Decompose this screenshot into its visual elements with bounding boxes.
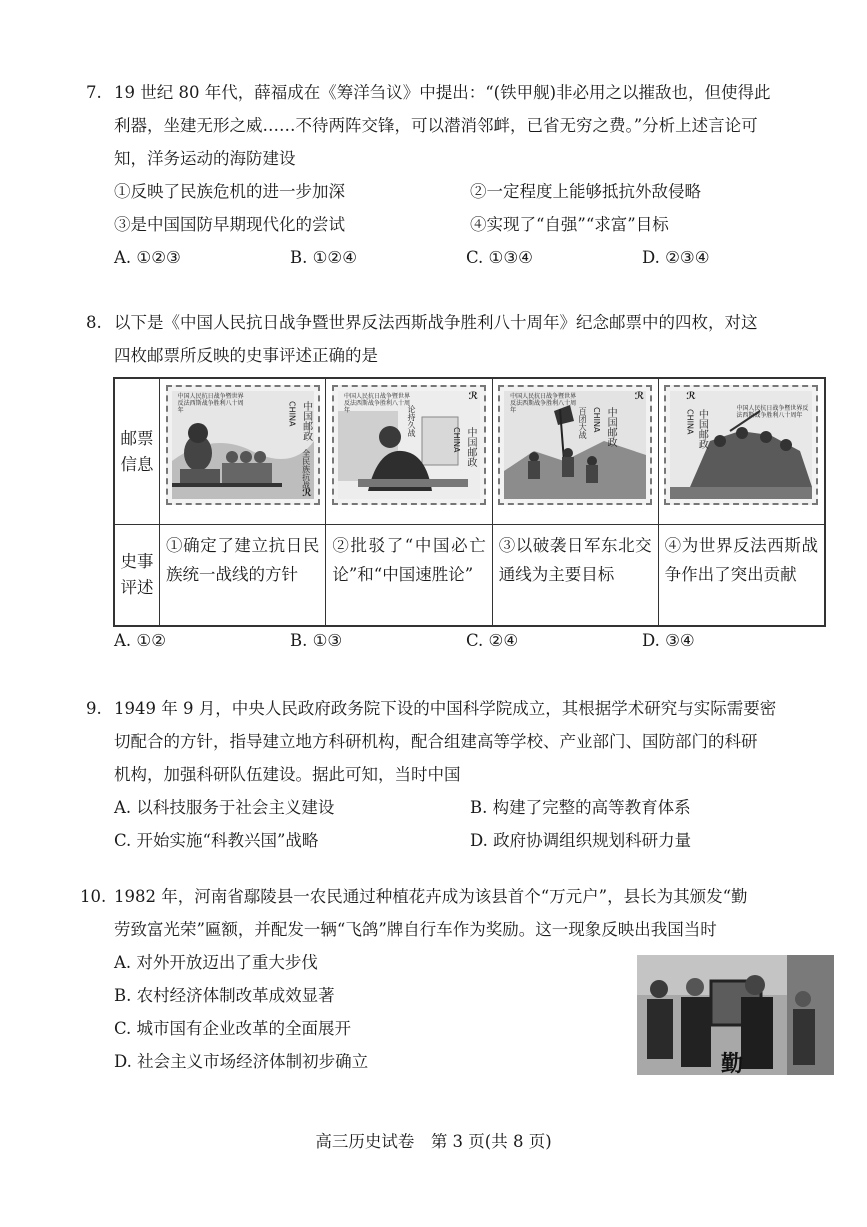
option-b[interactable]: B. 构建了完整的高等教育体系 [470, 798, 691, 817]
option-a[interactable]: A. 以科技服务于社会主义建设 [114, 798, 335, 817]
comment-2: ②批驳了“中国必亡论”和“中国速胜论” [326, 525, 492, 627]
stamp-logo: ℛ [468, 391, 479, 402]
stamp-title: 百团大战 [578, 407, 588, 439]
option-b[interactable]: B. ①③ [290, 631, 343, 650]
page-footer: 高三历史试卷 第 3 页(共 8 页) [315, 1132, 552, 1151]
stamp-cell [326, 378, 492, 525]
stamp-logo: ℛ [302, 488, 312, 499]
question-stem: 19 世纪 80 年代，薛福成在《筹洋刍议》中提出：“(铁甲舰)非必用之以摧敌也，但使得此 [114, 83, 771, 102]
question-stem: 以下是《中国人民抗日战争暨世界反法西斯战争胜利八十周年》纪念邮票中的四枚，对这 [114, 313, 758, 332]
stamp-title: 论持久战 [407, 405, 417, 437]
row-label-comments: 史事评述 [114, 525, 160, 627]
question-number: 8. [86, 313, 102, 332]
stamp-china: CHINA [287, 401, 297, 427]
stamp-cell [658, 378, 825, 525]
statement-3: ③是中国国防早期现代化的尝试 [114, 215, 345, 234]
stamp-cell [160, 378, 326, 525]
plaque-character: 勤 [721, 1051, 744, 1075]
stamp-post: 中国邮政 [465, 427, 477, 467]
option-d[interactable]: D. ③④ [642, 631, 695, 650]
stamp-logo: ℛ [686, 391, 696, 402]
question-stem: 劳致富光荣”匾额，并配发一辆“飞鸽”牌自行车作为奖励。这一现象反映出我国当时 [114, 920, 717, 939]
option-a[interactable]: A. ①② [114, 631, 166, 650]
option-d[interactable]: D. ②③④ [642, 248, 710, 267]
stamp-header: 中国人民抗日战争暨世界反法西斯战争胜利八十周年 [510, 393, 577, 414]
question-8 [86, 306, 826, 372]
option-a[interactable]: A. 对外开放迈出了重大步伐 [114, 953, 318, 972]
stamp-post: 中国邮政 [300, 401, 312, 441]
question-stem: 1982 年，河南省鄢陵县一农民通过种植花卉成为该县首个“万元户”，县长为其颁发“勤 [114, 887, 748, 906]
stamp-china: CHINA [685, 409, 695, 435]
option-c[interactable]: C. ②④ [466, 631, 519, 650]
answer-options [86, 824, 826, 857]
stamp-2-image [332, 385, 486, 505]
option-a[interactable]: A. ①②③ [114, 248, 181, 267]
stamp-china: CHINA [452, 427, 462, 453]
stamp-3-image [498, 385, 652, 505]
question-stem: 机构，加强科研队伍建设。据此可知，当时中国 [114, 765, 461, 784]
question-stem: 切配合的方针，指导建立地方科研机构，配合组建高等学校、产业部门、国防部门的科研 [114, 732, 758, 751]
stamp-title: 全民族抗战 [301, 449, 311, 489]
award-ceremony-photo [637, 955, 834, 1075]
stamp-row [114, 378, 825, 525]
stamp-table [113, 377, 826, 627]
stamp-header: 中国人民抗日战争暨世界反法西斯战争胜利八十周年 [736, 405, 809, 419]
answer-options [86, 624, 826, 657]
comment-4: ④为世界反法西斯战争作出了突出贡献 [658, 525, 825, 627]
answer-options [86, 791, 826, 824]
option-d[interactable]: D. 政府协调组织规划科研力量 [470, 831, 692, 850]
statement-row [86, 175, 826, 208]
statement-4: ④实现了“自强”“求富”目标 [470, 215, 669, 234]
question-stem: 知，洋务运动的海防建设 [114, 149, 296, 168]
option-c[interactable]: C. 城市国有企业改革的全面展开 [114, 1019, 352, 1038]
statement-row [86, 208, 826, 241]
comment-1: ①确定了建立抗日民族统一战线的方针 [160, 525, 326, 627]
question-9 [86, 692, 826, 857]
question-number: 9. [86, 699, 102, 718]
stamp-logo: ℛ [634, 391, 645, 402]
option-b[interactable]: B. 农村经济体制改革成效显著 [114, 986, 335, 1005]
stamp-header: 中国人民抗日战争暨世界反法西斯战争胜利八十周年 [344, 393, 411, 414]
answer-options [86, 241, 826, 274]
question-8-options [86, 624, 826, 657]
question-number: 10. [80, 887, 107, 906]
question-stem: 四枚邮票所反映的史事评述正确的是 [114, 346, 378, 365]
stamp-4-image [664, 385, 818, 505]
stamp-post: 中国邮政 [696, 409, 708, 449]
stamp-1-image [166, 385, 320, 505]
stamp-cell [492, 378, 658, 525]
option-c[interactable]: C. 开始实施“科教兴国”战略 [114, 831, 319, 850]
comment-3: ③以破袭日军东北交通线为主要目标 [492, 525, 658, 627]
stamp-post: 中国邮政 [605, 407, 617, 447]
stamp-header: 中国人民抗日战争暨世界反法西斯战争胜利八十周年 [177, 393, 244, 414]
question-stem: 利器，坐建无形之威……不待两阵交锋，可以潜消邻衅，已省无穷之费。”分析上述言论可 [114, 116, 758, 135]
option-c[interactable]: C. ①③④ [466, 248, 533, 267]
stamp-china: CHINA [592, 407, 602, 433]
option-d[interactable]: D. 社会主义市场经济体制初步确立 [114, 1052, 369, 1071]
statement-2: ②一定程度上能够抵抗外敌侵略 [470, 182, 701, 201]
option-b[interactable]: B. ①②④ [290, 248, 357, 267]
question-7 [86, 76, 826, 274]
question-number: 7. [86, 83, 102, 102]
question-stem: 1949 年 9 月，中央人民政府政务院下设的中国科学院成立，其根据学术研究与实际需要密 [114, 699, 777, 718]
comment-row [114, 525, 825, 627]
statement-1: ①反映了民族危机的进一步加深 [114, 182, 345, 201]
row-label-stamps: 邮票信息 [114, 378, 160, 525]
